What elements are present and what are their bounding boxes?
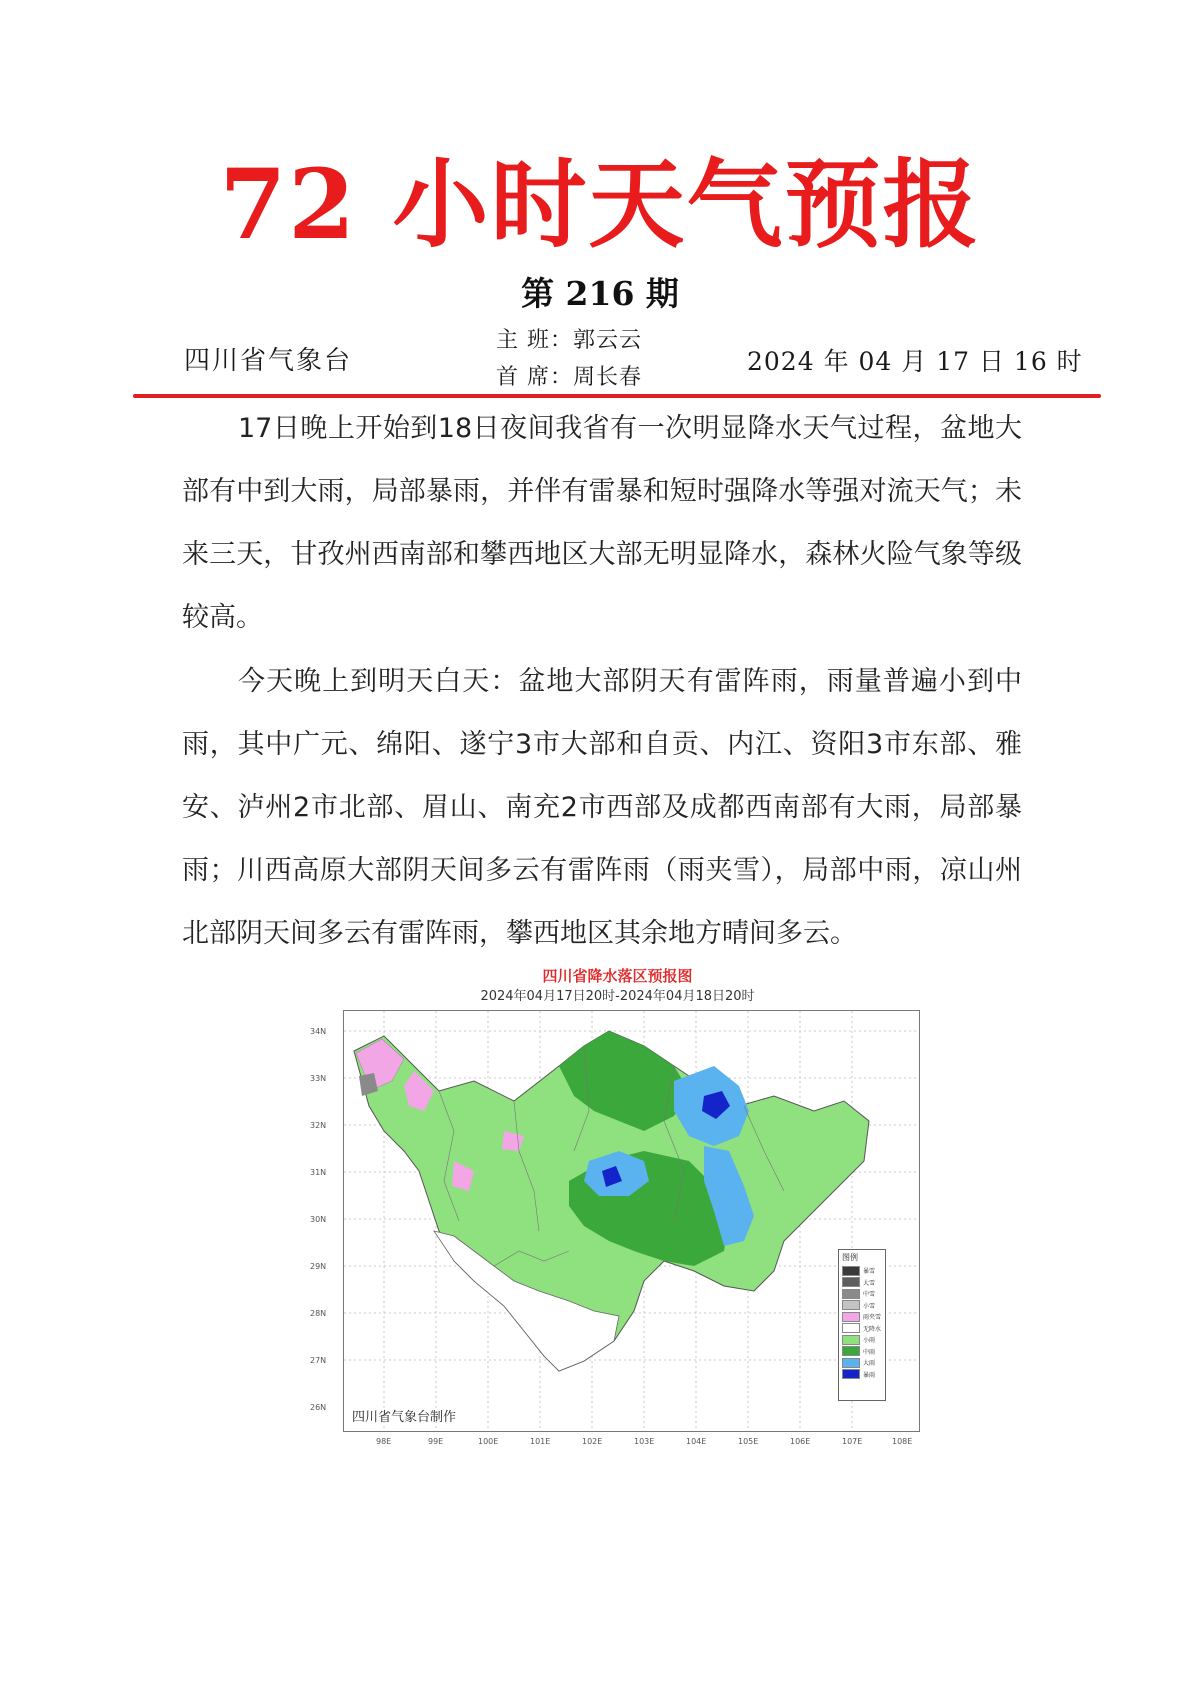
y-tick-label: 27N	[310, 1356, 327, 1365]
legend-item	[839, 1300, 885, 1312]
legend-swatch	[842, 1300, 860, 1310]
legend-item	[839, 1369, 885, 1381]
legend-item	[839, 1277, 885, 1289]
map-subtitle: 2024年04月17日20时-2024年04月18日20时	[480, 989, 755, 1004]
legend-label: 无降水	[863, 1325, 882, 1333]
legend-title: 图例	[842, 1253, 858, 1262]
x-tick-label: 103E	[634, 1437, 655, 1446]
legend-label: 暴雨	[863, 1371, 876, 1379]
legend-item	[839, 1323, 885, 1335]
y-tick-label: 32N	[310, 1121, 327, 1130]
x-tick-label: 107E	[842, 1437, 863, 1446]
y-tick-label: 31N	[310, 1168, 327, 1177]
x-tick-label: 105E	[738, 1437, 759, 1446]
legend-swatch	[842, 1323, 860, 1333]
issue-number: 第 216 期	[521, 274, 679, 313]
y-tick-label: 26N	[310, 1403, 327, 1412]
legend-label: 中雨	[863, 1348, 876, 1356]
x-tick-label: 108E	[892, 1437, 913, 1446]
legend-swatch	[842, 1335, 860, 1345]
legend-label: 小雨	[863, 1337, 876, 1345]
y-tick-label: 34N	[310, 1027, 327, 1036]
x-tick-label: 102E	[582, 1437, 603, 1446]
forecast-paragraph-detail: 今天晚上到明天白天：盆地大部阴天有雷阵雨，雨量普遍小到中雨，其中广元、绵阳、遂宁3市大部和自贡、内江、资阳3市东部、雅安、泸州2市北部、眉山、南充2市西部及成都西南部有大雨，局部暴雨；川西高原大部阴天间多云有雷阵雨（雨夹雪），局部中雨，凉山州北部阴天间多云有雷阵雨，攀西地区其余地方晴间多云。	[182, 666, 1022, 949]
legend-item	[839, 1357, 885, 1369]
x-tick-label: 100E	[478, 1437, 499, 1446]
duty-staff	[496, 322, 642, 396]
legend-swatch	[842, 1277, 860, 1287]
legend-item	[839, 1346, 885, 1358]
y-tick-label: 28N	[310, 1309, 327, 1318]
issuing-organization: 四川省气象台	[184, 346, 353, 376]
legend-label: 暴雪	[863, 1268, 876, 1276]
report-title: 72 小时天气预报	[219, 148, 981, 261]
y-tick-label: 29N	[310, 1262, 327, 1271]
legend-label: 雨夹雪	[863, 1314, 882, 1322]
legend-swatch	[842, 1312, 860, 1322]
map-graphic	[344, 1011, 919, 1431]
map-frame	[310, 1010, 920, 1446]
duty-forecaster: 主 班：郭云云	[496, 328, 642, 353]
legend-swatch	[842, 1289, 860, 1299]
legend-swatch	[842, 1358, 860, 1368]
legend-label: 大雨	[863, 1360, 876, 1368]
forecast-paragraph-summary: 17日晚上开始到18日夜间我省有一次明显降水天气过程，盆地大部有中到大雨，局部暴雨，并伴有雷暴和短时强降水等强对流天气；未来三天，甘孜州西南部和攀西地区大部无明显降水，森林火险气象等级较高。	[182, 413, 1022, 633]
chief-forecaster: 首 席：周长春	[496, 365, 642, 390]
y-tick-label: 30N	[310, 1215, 327, 1224]
legend-swatch	[842, 1346, 860, 1356]
legend-item	[839, 1288, 885, 1300]
legend-item	[839, 1311, 885, 1323]
legend-swatch	[842, 1369, 860, 1379]
x-tick-label: 101E	[530, 1437, 551, 1446]
legend-label: 中雪	[863, 1291, 876, 1299]
map-title: 四川省降水落区预报图	[542, 967, 693, 985]
legend-item	[839, 1334, 885, 1346]
x-tick-label: 106E	[790, 1437, 811, 1446]
x-tick-label: 99E	[428, 1437, 444, 1446]
x-tick-label: 104E	[686, 1437, 707, 1446]
legend-item	[839, 1265, 885, 1277]
legend-swatch	[842, 1266, 860, 1276]
x-tick-label: 98E	[376, 1437, 392, 1446]
legend-label: 小雪	[863, 1302, 876, 1310]
precipitation-map	[305, 965, 930, 1450]
map-credit: 四川省气象台制作	[352, 1410, 457, 1425]
map-legend	[838, 1249, 886, 1401]
legend-label: 大雪	[863, 1279, 876, 1287]
y-tick-label: 33N	[310, 1074, 327, 1083]
issue-datetime: 2024 年 04 月 17 日 16 时	[747, 347, 1083, 376]
